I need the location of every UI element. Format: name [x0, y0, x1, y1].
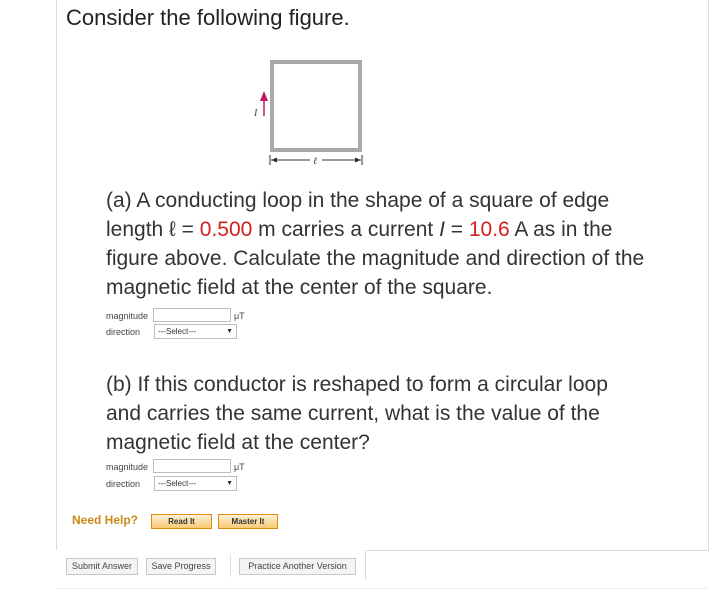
part-b-magnitude-label: magnitude [106, 462, 149, 472]
part-b-magnitude-input[interactable] [153, 459, 231, 473]
footer-right-border [365, 550, 366, 580]
part-a-line-2-end: A as in the [509, 218, 613, 241]
part-b-line-1: (b) If this conductor is reshaped to form a circular loop [106, 373, 608, 396]
square-loop-figure [244, 58, 374, 170]
current-symbol: I [439, 218, 445, 241]
footer-divider [230, 555, 231, 577]
page-bottom-rule [56, 588, 708, 589]
panel-bottom-border [365, 550, 709, 551]
dimension-arrow-left [271, 158, 277, 163]
current-value: 10.6 [468, 218, 510, 241]
part-a-line-4: magnetic field at the center of the square. [106, 276, 493, 299]
part-a-magnitude-label: magnitude [106, 311, 149, 321]
part-b-direction-label: direction [106, 479, 141, 489]
part-a-direction-select[interactable] [154, 324, 237, 339]
part-a-line-1: (a) A conducting loop in the shape of a square of edge [106, 189, 610, 212]
submit-answer-button[interactable]: Submit Answer [66, 558, 138, 575]
dimension-arrow-right [355, 158, 361, 163]
need-help-label: Need Help? [72, 513, 139, 527]
square-loop [272, 62, 360, 150]
current-arrow-head [260, 91, 268, 101]
part-b-unit: μT [234, 462, 245, 472]
part-a-direction-label: direction [106, 327, 141, 337]
dropdown-arrow-icon: ▼ [226, 328, 233, 335]
length-value: 0.500 [199, 218, 253, 241]
part-b-direction-value: ---Select--- [158, 479, 197, 488]
panel-right-border [708, 0, 709, 551]
practice-another-version-button[interactable]: Practice Another Version [239, 558, 356, 575]
part-a-magnitude-input[interactable] [153, 308, 231, 322]
read-it-button[interactable]: Read It [151, 514, 212, 529]
part-a-direction-value: ---Select--- [158, 327, 197, 336]
length-label: ℓ [313, 156, 318, 167]
part-a-line-3: figure above. Calculate the magnitude and direction of the [106, 247, 645, 270]
part-a-current-text: m carries a current [252, 218, 440, 241]
current-label: I [254, 108, 258, 119]
part-a-line-2 [106, 215, 644, 244]
equals-sign: = [444, 218, 469, 241]
part-a-length-text: length ℓ = [106, 218, 200, 241]
master-it-button[interactable]: Master It [218, 514, 278, 529]
save-progress-button[interactable]: Save Progress [146, 558, 216, 575]
part-b-question [106, 370, 608, 457]
part-b-line-2: and carries the same current, what is the value of the [106, 402, 600, 425]
dropdown-arrow-icon: ▼ [226, 480, 233, 487]
part-b-direction-select[interactable] [154, 476, 237, 491]
question-title: Consider the following figure. [66, 5, 350, 30]
part-b-line-3: magnetic field at the center? [106, 431, 370, 454]
panel-left-border [56, 0, 57, 550]
part-a-unit: μT [234, 311, 245, 321]
part-a-question [106, 186, 644, 302]
